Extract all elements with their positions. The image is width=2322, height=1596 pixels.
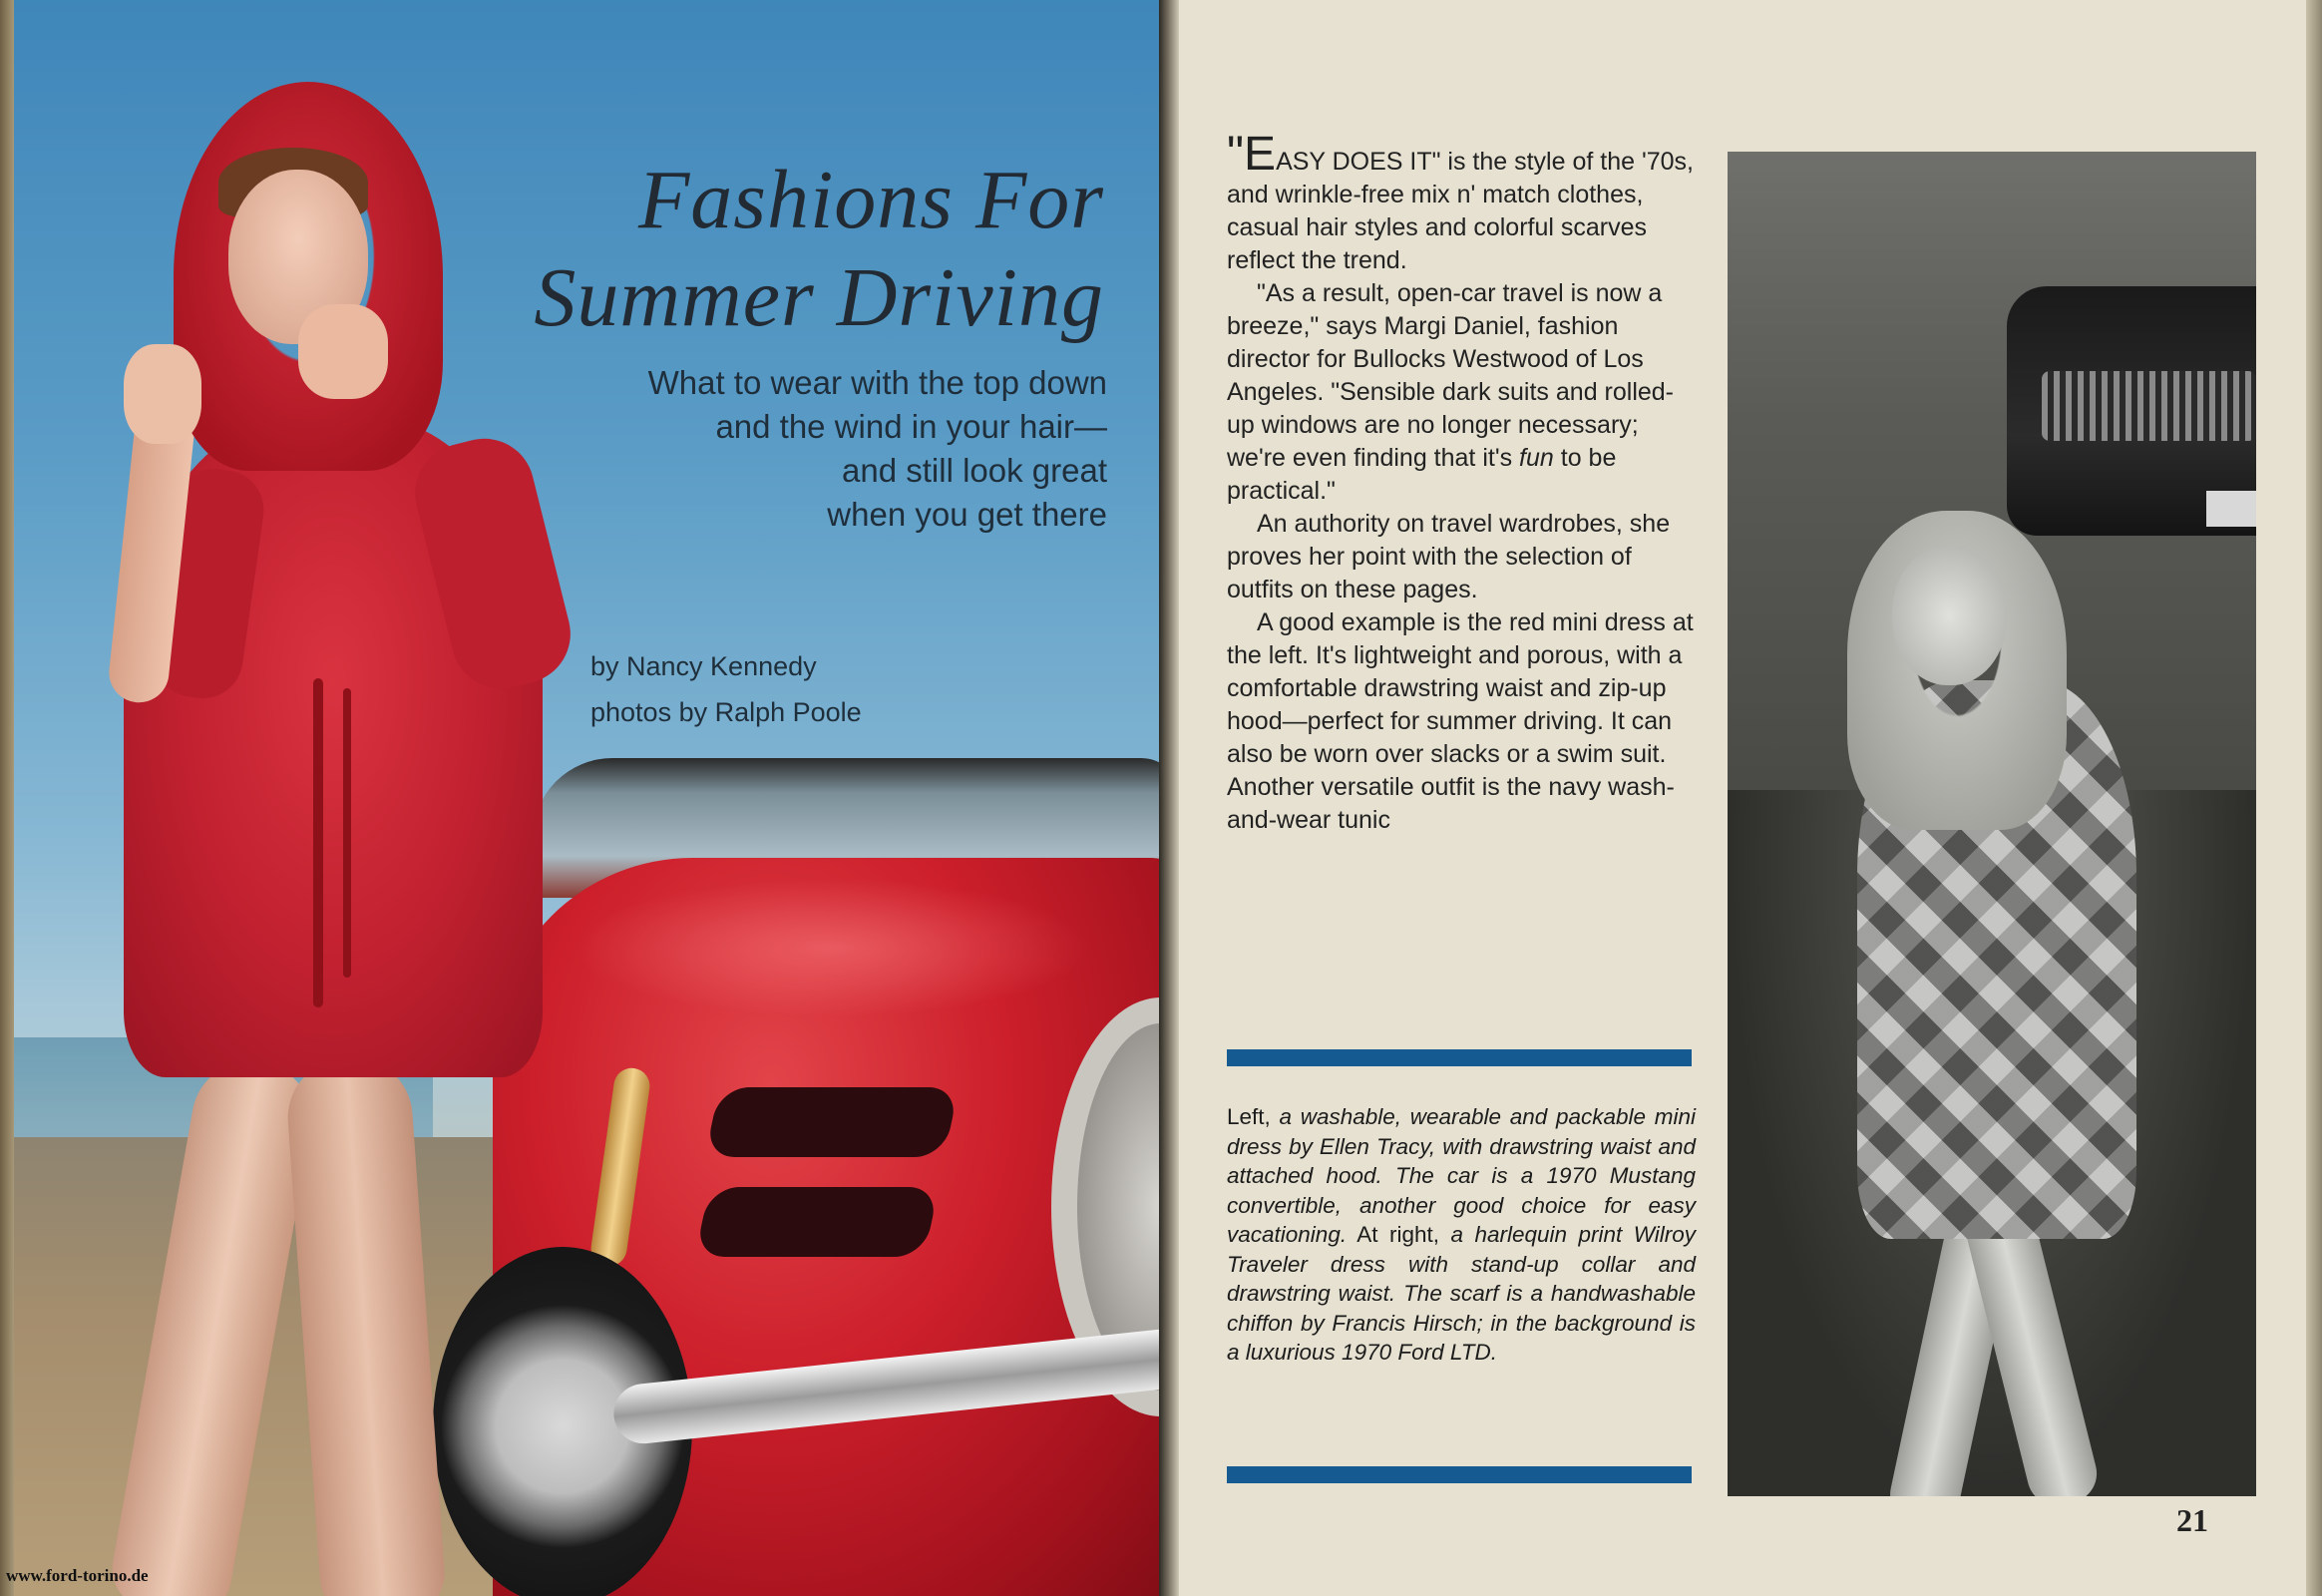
page-number: 21 bbox=[2176, 1502, 2208, 1538]
model-hand-left bbox=[124, 344, 201, 444]
fender-vent-upper bbox=[705, 1087, 960, 1157]
article-body bbox=[1227, 128, 1696, 837]
byline-photos: photos by Ralph Poole bbox=[590, 697, 862, 727]
site-watermark: www.ford-torino.de bbox=[6, 1566, 149, 1585]
paragraph-1: "EASY DOES IT" is the style of the '70s, and wrinkle-free mix n' match clothes, casual hair styles and colorful scarves reflect the trend. bbox=[1227, 128, 1694, 274]
deck-line-2: and the wind in your hair— bbox=[715, 408, 1107, 445]
bw-model-face bbox=[1892, 546, 2007, 685]
license-plate bbox=[2206, 491, 2256, 527]
drawstring bbox=[313, 678, 323, 1007]
black-white-photo bbox=[1728, 152, 2256, 1496]
article-deck bbox=[648, 361, 1107, 537]
right-page bbox=[1179, 0, 2322, 1596]
headline-line-1: Fashions For bbox=[637, 154, 1104, 246]
left-page-photo bbox=[14, 0, 1159, 1596]
page-edge-left bbox=[0, 0, 14, 1596]
drop-cap: E bbox=[1244, 128, 1277, 181]
drawstring-2 bbox=[343, 688, 351, 978]
drop-cap-quote: " bbox=[1227, 128, 1245, 181]
paragraph-2: "As a result, open-car travel is now a breeze," says Margi Daniel, fashion director for Bullocks Westwood of Los Angeles. "Sensible dark suits and rolled-up windows are no longer necessary; we're even finding that it's fun to be practical." bbox=[1227, 279, 1675, 505]
paragraph-3: An authority on travel wardrobes, she proves her point with the selection of outfits on these pages. bbox=[1227, 510, 1671, 603]
photo-caption: Left, a washable, wearable and packable mini dress by Ellen Tracy, with drawstring waist and attached hood. The car is a 1970 Mustang convertible, another good choice for easy vacationing. At right, a harlequin print Wilroy Traveler dress with stand-up collar and drawstring waist. The scarf is a handwashable chiffon by Francis Hirsch; in the background is a luxurious 1970 Ford LTD. bbox=[1227, 1104, 1697, 1365]
hood-highlight bbox=[573, 878, 1091, 1017]
blue-rule-top bbox=[1227, 1049, 1692, 1066]
article-headline bbox=[534, 152, 1104, 347]
headline-line-2: Summer Driving bbox=[534, 251, 1104, 344]
fender-vent-lower bbox=[695, 1187, 940, 1257]
deck-line-4: when you get there bbox=[827, 496, 1107, 533]
car-grille bbox=[2042, 371, 2256, 441]
byline-author: by Nancy Kennedy bbox=[590, 651, 817, 681]
page-edge-right bbox=[2306, 0, 2322, 1596]
model-hand-right bbox=[298, 304, 388, 399]
blue-rule-bottom bbox=[1227, 1466, 1692, 1483]
paragraph-4: A good example is the red mini dress at the left. It's lightweight and porous, with a comfortable drawstring waist and zip-up hood—perfect for summer driving. It can also be worn over slacks or a swim suit. Another versatile outfit is the navy wash-and-wear tunic bbox=[1227, 608, 1694, 834]
deck-line-1: What to wear with the top down bbox=[647, 364, 1107, 401]
byline bbox=[590, 643, 862, 735]
book-gutter bbox=[1159, 0, 1179, 1596]
deck-line-3: and still look great bbox=[842, 452, 1107, 489]
